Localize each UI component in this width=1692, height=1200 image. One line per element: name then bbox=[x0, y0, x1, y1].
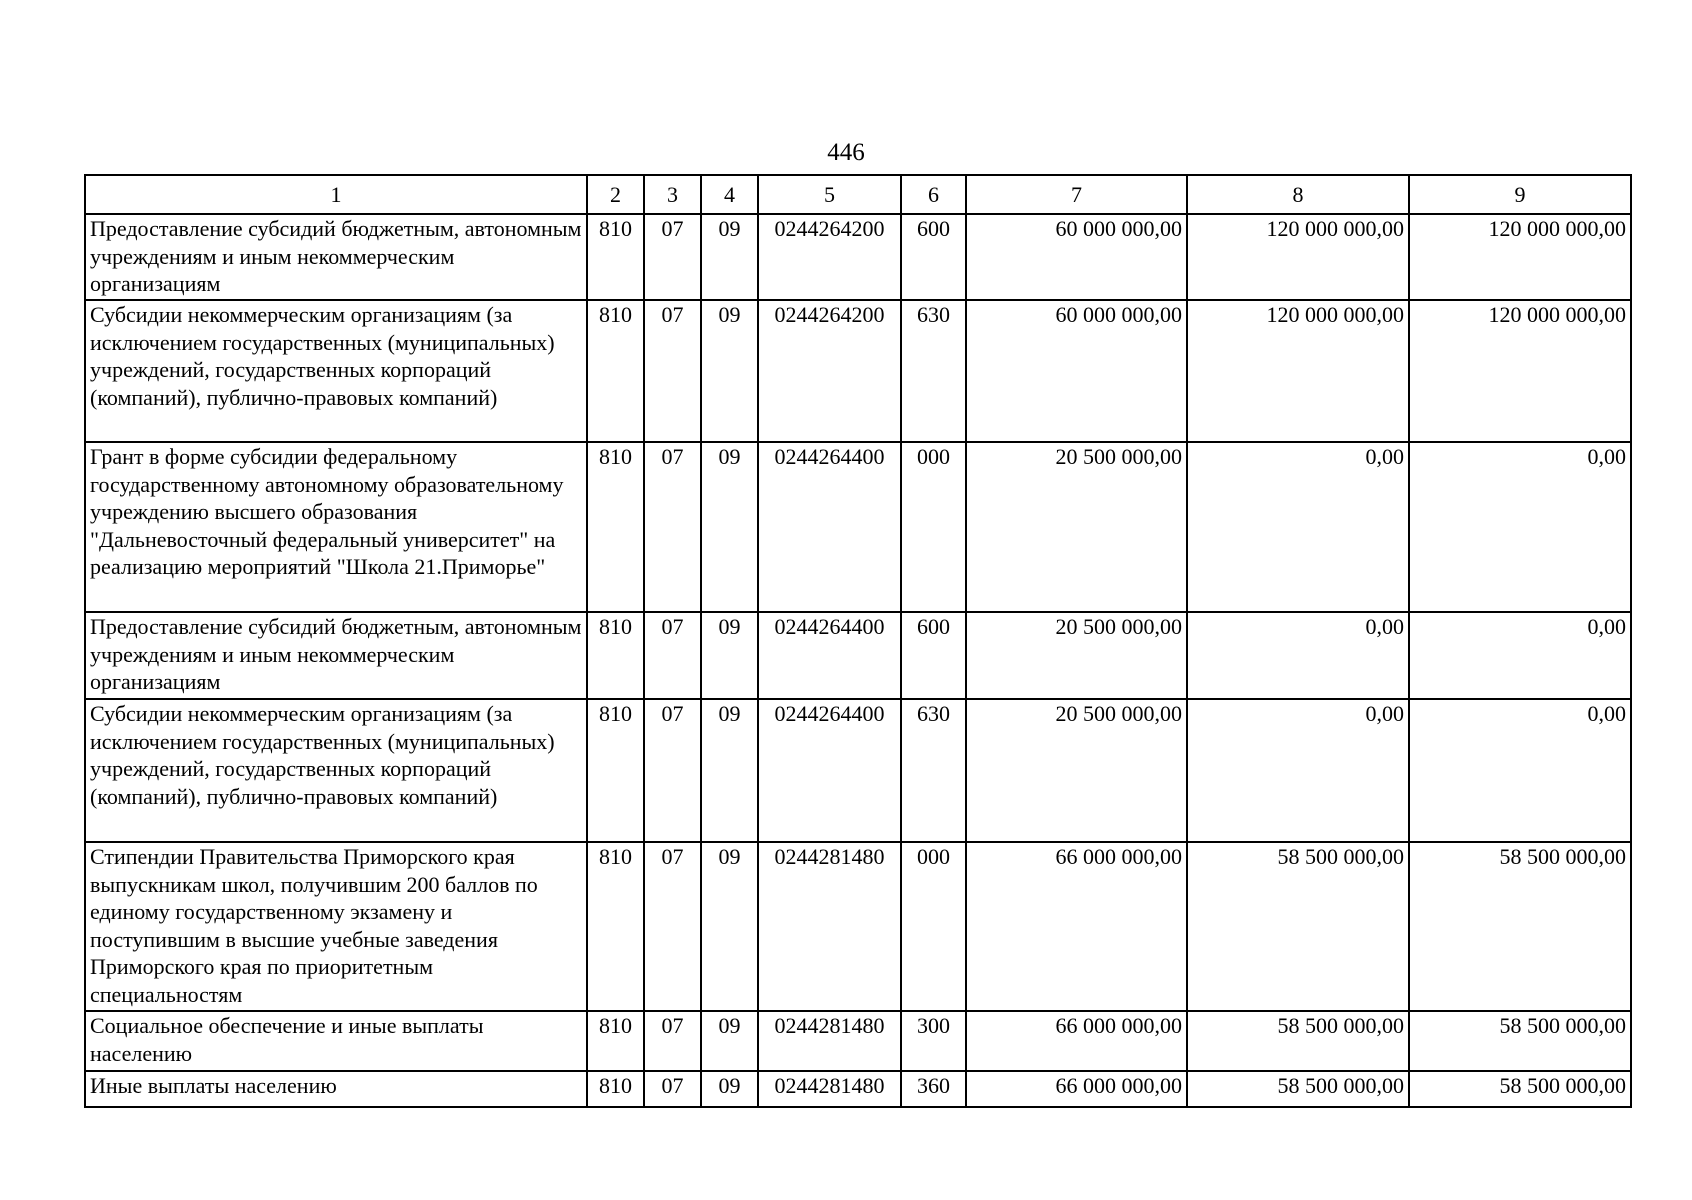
item-name: Предоставление субсидий бюджетным, автономным учреждениям и иным некоммерческим организациям bbox=[85, 612, 587, 699]
code-col-4: 09 bbox=[701, 1011, 758, 1071]
code-col-3: 07 bbox=[644, 699, 701, 842]
amount-col-7: 20 500 000,00 bbox=[966, 612, 1187, 699]
amount-col-9: 0,00 bbox=[1409, 612, 1631, 699]
amount-col-9: 58 500 000,00 bbox=[1409, 842, 1631, 1011]
column-header: 7 bbox=[966, 175, 1187, 214]
amount-col-9: 120 000 000,00 bbox=[1409, 300, 1631, 442]
code-col-5: 0244281480 bbox=[758, 842, 901, 1011]
column-header: 2 bbox=[587, 175, 644, 214]
item-name: Иные выплаты населению bbox=[85, 1071, 587, 1107]
table-row bbox=[85, 699, 1631, 842]
item-name: Субсидии некоммерческим организациям (за исключением государственных (муниципальных) учреждений, государственных корпораций (компаний), публично-правовых компаний) bbox=[85, 300, 587, 442]
amount-col-9: 120 000 000,00 bbox=[1409, 214, 1631, 300]
column-header: 9 bbox=[1409, 175, 1631, 214]
amount-col-8: 0,00 bbox=[1187, 442, 1409, 612]
code-col-2: 810 bbox=[587, 612, 644, 699]
code-col-4: 09 bbox=[701, 1071, 758, 1107]
code-col-6: 600 bbox=[901, 612, 966, 699]
amount-col-8: 58 500 000,00 bbox=[1187, 1071, 1409, 1107]
code-col-5: 0244281480 bbox=[758, 1011, 901, 1071]
item-name: Предоставление субсидий бюджетным, автономным учреждениям и иным некоммерческим организациям bbox=[85, 214, 587, 300]
table-row bbox=[85, 1071, 1631, 1107]
code-col-5: 0244264400 bbox=[758, 442, 901, 612]
code-col-6: 630 bbox=[901, 699, 966, 842]
code-col-3: 07 bbox=[644, 442, 701, 612]
amount-col-8: 58 500 000,00 bbox=[1187, 842, 1409, 1011]
column-header: 3 bbox=[644, 175, 701, 214]
code-col-2: 810 bbox=[587, 214, 644, 300]
header-row bbox=[85, 175, 1631, 214]
column-header: 5 bbox=[758, 175, 901, 214]
amount-col-9: 0,00 bbox=[1409, 699, 1631, 842]
code-col-4: 09 bbox=[701, 842, 758, 1011]
amount-col-8: 120 000 000,00 bbox=[1187, 214, 1409, 300]
table-row bbox=[85, 300, 1631, 442]
amount-col-8: 0,00 bbox=[1187, 612, 1409, 699]
column-header: 8 bbox=[1187, 175, 1409, 214]
code-col-6: 630 bbox=[901, 300, 966, 442]
code-col-3: 07 bbox=[644, 1071, 701, 1107]
amount-col-8: 120 000 000,00 bbox=[1187, 300, 1409, 442]
code-col-6: 360 bbox=[901, 1071, 966, 1107]
table-row bbox=[85, 214, 1631, 300]
code-col-5: 0244264400 bbox=[758, 612, 901, 699]
code-col-4: 09 bbox=[701, 442, 758, 612]
code-col-6: 000 bbox=[901, 842, 966, 1011]
code-col-5: 0244281480 bbox=[758, 1071, 901, 1107]
code-col-3: 07 bbox=[644, 1011, 701, 1071]
budget-table bbox=[84, 174, 1632, 1108]
code-col-6: 300 bbox=[901, 1011, 966, 1071]
code-col-4: 09 bbox=[701, 214, 758, 300]
code-col-2: 810 bbox=[587, 300, 644, 442]
amount-col-7: 20 500 000,00 bbox=[966, 442, 1187, 612]
item-name: Социальное обеспечение и иные выплаты населению bbox=[85, 1011, 587, 1071]
column-header: 4 bbox=[701, 175, 758, 214]
amount-col-7: 60 000 000,00 bbox=[966, 300, 1187, 442]
table-row bbox=[85, 842, 1631, 1011]
amount-col-9: 58 500 000,00 bbox=[1409, 1071, 1631, 1107]
code-col-5: 0244264200 bbox=[758, 300, 901, 442]
code-col-3: 07 bbox=[644, 612, 701, 699]
column-header: 1 bbox=[85, 175, 587, 214]
code-col-3: 07 bbox=[644, 214, 701, 300]
code-col-2: 810 bbox=[587, 842, 644, 1011]
amount-col-8: 0,00 bbox=[1187, 699, 1409, 842]
code-col-6: 600 bbox=[901, 214, 966, 300]
code-col-4: 09 bbox=[701, 699, 758, 842]
table-row bbox=[85, 442, 1631, 612]
code-col-6: 000 bbox=[901, 442, 966, 612]
code-col-2: 810 bbox=[587, 442, 644, 612]
amount-col-8: 58 500 000,00 bbox=[1187, 1011, 1409, 1071]
amount-col-7: 66 000 000,00 bbox=[966, 1071, 1187, 1107]
page-number: 446 bbox=[827, 139, 865, 166]
code-col-3: 07 bbox=[644, 842, 701, 1011]
amount-col-9: 0,00 bbox=[1409, 442, 1631, 612]
amount-col-7: 66 000 000,00 bbox=[966, 1011, 1187, 1071]
code-col-2: 810 bbox=[587, 699, 644, 842]
item-name: Стипендии Правительства Приморского края выпускникам школ, получившим 200 баллов по единому государственному экзамену и поступившим в высшие учебные заведения Приморского края по приоритетным специальностям bbox=[85, 842, 587, 1011]
item-name: Субсидии некоммерческим организациям (за исключением государственных (муниципальных) учреждений, государственных корпораций (компаний), публично-правовых компаний) bbox=[85, 699, 587, 842]
table-row bbox=[85, 612, 1631, 699]
item-name: Грант в форме субсидии федеральному государственному автономному образовательному учреждению высшего образования "Дальневосточный федеральный университет" на реализацию мероприятий "Школа 21.Приморье" bbox=[85, 442, 587, 612]
code-col-3: 07 bbox=[644, 300, 701, 442]
code-col-5: 0244264400 bbox=[758, 699, 901, 842]
amount-col-7: 66 000 000,00 bbox=[966, 842, 1187, 1011]
amount-col-7: 20 500 000,00 bbox=[966, 699, 1187, 842]
code-col-2: 810 bbox=[587, 1011, 644, 1071]
amount-col-7: 60 000 000,00 bbox=[966, 214, 1187, 300]
amount-col-9: 58 500 000,00 bbox=[1409, 1011, 1631, 1071]
code-col-4: 09 bbox=[701, 612, 758, 699]
table-row bbox=[85, 1011, 1631, 1071]
column-header: 6 bbox=[901, 175, 966, 214]
code-col-2: 810 bbox=[587, 1071, 644, 1107]
code-col-4: 09 bbox=[701, 300, 758, 442]
code-col-5: 0244264200 bbox=[758, 214, 901, 300]
